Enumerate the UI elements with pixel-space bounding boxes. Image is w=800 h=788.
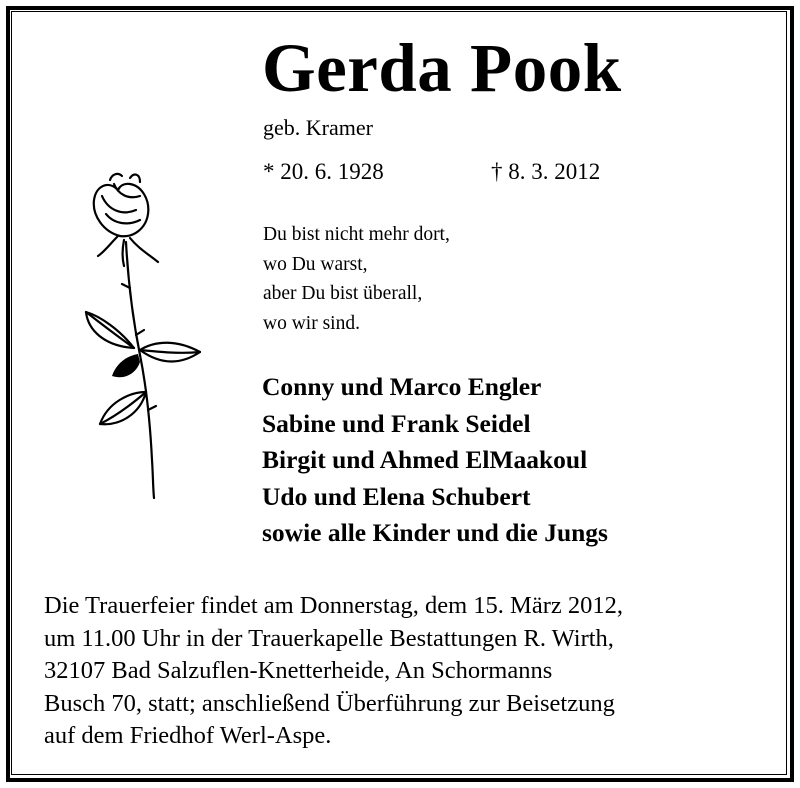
mourner-line: Birgit und Ahmed ElMaakoul: [262, 445, 588, 474]
ceremony-line: 32107 Bad Salzuflen-Knetterheide, An Schormanns: [44, 657, 553, 685]
maiden-name: geb. Kramer: [263, 115, 373, 140]
ceremony-line: Die Trauerfeier findet am Donnerstag, dem 15. März 2012,: [44, 592, 623, 619]
ceremony-line: auf dem Friedhof Werl-Aspe.: [44, 722, 332, 750]
poem-line: Du bist nicht mehr dort,: [263, 224, 450, 245]
poem-line: wo Du warst,: [263, 253, 368, 275]
mourner-line: Sabine und Frank Seidel: [262, 408, 531, 438]
death-date: † 8. 3. 2012: [491, 159, 601, 184]
poem-line: aber Du bist überall,: [263, 283, 423, 304]
ceremony-line: um 11.00 Uhr in der Trauerkapelle Bestattungen R. Wirth,: [44, 624, 614, 652]
ceremony-line: Busch 70, statt; anschließend Überführung zur Beisetzung: [44, 689, 615, 717]
mourner-line: Conny und Marco Engler: [262, 372, 542, 401]
deceased-name: Gerda Pook: [262, 30, 622, 106]
birth-date: * 20. 6. 1928: [263, 159, 384, 184]
rose-icon: [78, 170, 208, 500]
poem-line: wo wir sind.: [263, 312, 360, 334]
mourners-list: [262, 369, 608, 552]
poem: [263, 220, 450, 338]
ceremony-details: [44, 590, 623, 753]
mourner-line: sowie alle Kinder und die Jungs: [262, 518, 608, 547]
mourner-line: Udo und Elena Schubert: [262, 481, 531, 511]
